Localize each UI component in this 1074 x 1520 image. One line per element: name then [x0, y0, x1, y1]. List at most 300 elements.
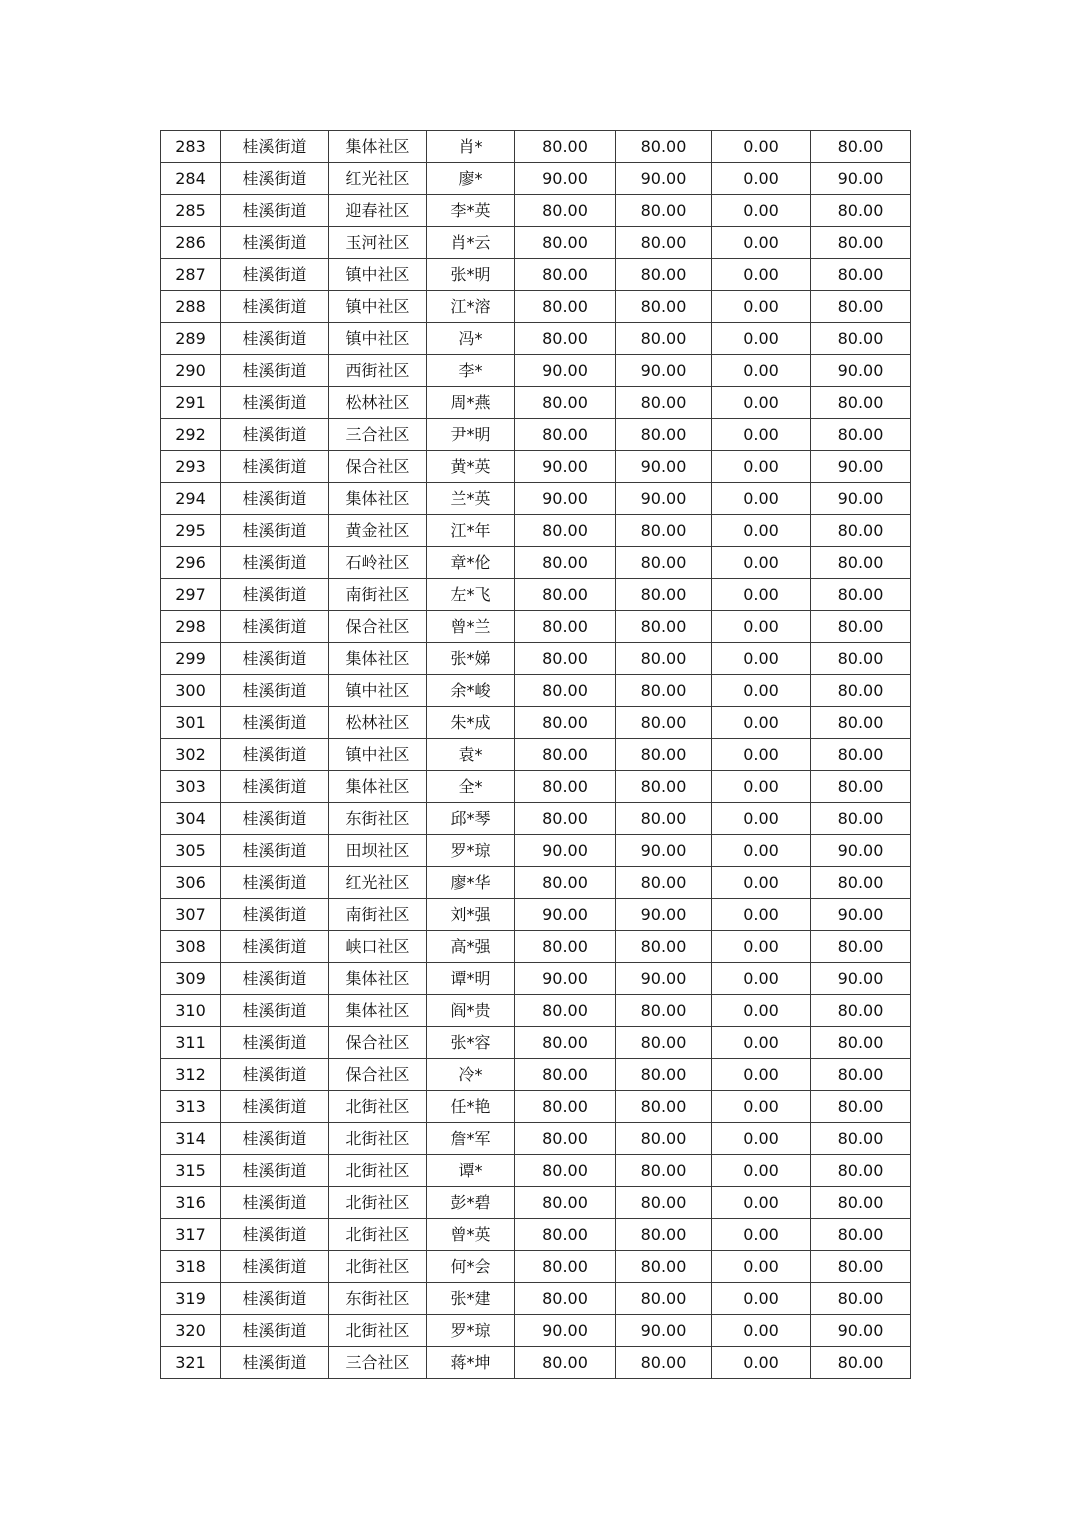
- amount-cell-2: 80.00: [616, 1123, 712, 1155]
- subdistrict-cell: 桂溪街道: [221, 803, 329, 835]
- amount-cell-2: 80.00: [616, 131, 712, 163]
- amount-cell-2: 90.00: [616, 483, 712, 515]
- amount-cell-3: 0.00: [712, 515, 811, 547]
- amount-cell-1: 90.00: [515, 1315, 616, 1347]
- amount-cell-3: 0.00: [712, 867, 811, 899]
- amount-cell-3: 0.00: [712, 1251, 811, 1283]
- community-cell: 石岭社区: [329, 547, 427, 579]
- amount-cell-2: 80.00: [616, 611, 712, 643]
- amount-cell-4: 80.00: [811, 611, 911, 643]
- community-cell: 保合社区: [329, 1027, 427, 1059]
- name-cell: 周*燕: [427, 387, 515, 419]
- amount-cell-2: 80.00: [616, 803, 712, 835]
- amount-cell-3: 0.00: [712, 995, 811, 1027]
- amount-cell-4: 80.00: [811, 195, 911, 227]
- amount-cell-3: 0.00: [712, 1187, 811, 1219]
- amount-cell-1: 80.00: [515, 547, 616, 579]
- amount-cell-3: 0.00: [712, 1219, 811, 1251]
- name-cell: 余*峻: [427, 675, 515, 707]
- community-cell: 集体社区: [329, 483, 427, 515]
- amount-cell-2: 80.00: [616, 1027, 712, 1059]
- subdistrict-cell: 桂溪街道: [221, 1347, 329, 1379]
- community-cell: 松林社区: [329, 707, 427, 739]
- row-number: 309: [161, 963, 221, 995]
- name-cell: 刘*强: [427, 899, 515, 931]
- name-cell: 李*英: [427, 195, 515, 227]
- table-row: [161, 131, 911, 163]
- amount-cell-3: 0.00: [712, 163, 811, 195]
- row-number: 304: [161, 803, 221, 835]
- amount-cell-2: 90.00: [616, 355, 712, 387]
- row-number: 321: [161, 1347, 221, 1379]
- amount-cell-4: 80.00: [811, 227, 911, 259]
- amount-cell-1: 80.00: [515, 131, 616, 163]
- amount-cell-3: 0.00: [712, 419, 811, 451]
- name-cell: 张*建: [427, 1283, 515, 1315]
- amount-cell-3: 0.00: [712, 579, 811, 611]
- subdistrict-cell: 桂溪街道: [221, 227, 329, 259]
- amount-cell-1: 80.00: [515, 387, 616, 419]
- amount-cell-4: 80.00: [811, 1347, 911, 1379]
- community-cell: 北街社区: [329, 1187, 427, 1219]
- subdistrict-cell: 桂溪街道: [221, 323, 329, 355]
- community-cell: 西街社区: [329, 355, 427, 387]
- row-number: 284: [161, 163, 221, 195]
- amount-cell-1: 80.00: [515, 1283, 616, 1315]
- name-cell: 朱*成: [427, 707, 515, 739]
- table-row: [161, 547, 911, 579]
- row-number: 314: [161, 1123, 221, 1155]
- amount-cell-2: 80.00: [616, 387, 712, 419]
- amount-cell-3: 0.00: [712, 1315, 811, 1347]
- subdistrict-cell: 桂溪街道: [221, 931, 329, 963]
- community-cell: 北街社区: [329, 1251, 427, 1283]
- row-number: 297: [161, 579, 221, 611]
- amount-cell-4: 80.00: [811, 323, 911, 355]
- table-row: [161, 323, 911, 355]
- amount-cell-2: 80.00: [616, 579, 712, 611]
- amount-cell-2: 80.00: [616, 771, 712, 803]
- amount-cell-2: 90.00: [616, 963, 712, 995]
- amount-cell-4: 90.00: [811, 963, 911, 995]
- amount-cell-4: 90.00: [811, 899, 911, 931]
- subdistrict-cell: 桂溪街道: [221, 195, 329, 227]
- amount-cell-3: 0.00: [712, 643, 811, 675]
- subdistrict-cell: 桂溪街道: [221, 131, 329, 163]
- table-row: [161, 355, 911, 387]
- table-row: [161, 1187, 911, 1219]
- amount-cell-3: 0.00: [712, 739, 811, 771]
- amount-cell-2: 90.00: [616, 835, 712, 867]
- subdistrict-cell: 桂溪街道: [221, 835, 329, 867]
- amount-cell-2: 80.00: [616, 1251, 712, 1283]
- amount-cell-2: 80.00: [616, 547, 712, 579]
- community-cell: 保合社区: [329, 1059, 427, 1091]
- row-number: 293: [161, 451, 221, 483]
- amount-cell-1: 80.00: [515, 1091, 616, 1123]
- amount-cell-1: 80.00: [515, 195, 616, 227]
- amount-cell-2: 80.00: [616, 931, 712, 963]
- name-cell: 谭*明: [427, 963, 515, 995]
- amount-cell-4: 80.00: [811, 771, 911, 803]
- row-number: 311: [161, 1027, 221, 1059]
- row-number: 288: [161, 291, 221, 323]
- name-cell: 章*伦: [427, 547, 515, 579]
- amount-cell-4: 80.00: [811, 1123, 911, 1155]
- row-number: 296: [161, 547, 221, 579]
- table-row: [161, 1219, 911, 1251]
- community-cell: 镇中社区: [329, 291, 427, 323]
- amount-cell-3: 0.00: [712, 1283, 811, 1315]
- community-cell: 三合社区: [329, 1347, 427, 1379]
- table-row: [161, 259, 911, 291]
- table-row: [161, 963, 911, 995]
- name-cell: 李*: [427, 355, 515, 387]
- name-cell: 廖*华: [427, 867, 515, 899]
- row-number: 313: [161, 1091, 221, 1123]
- table-row: [161, 1059, 911, 1091]
- amount-cell-2: 80.00: [616, 995, 712, 1027]
- amount-cell-3: 0.00: [712, 291, 811, 323]
- table-row: [161, 1283, 911, 1315]
- amount-cell-4: 80.00: [811, 291, 911, 323]
- amount-cell-2: 80.00: [616, 867, 712, 899]
- subdistrict-cell: 桂溪街道: [221, 1155, 329, 1187]
- community-cell: 南街社区: [329, 899, 427, 931]
- subdistrict-cell: 桂溪街道: [221, 643, 329, 675]
- community-cell: 北街社区: [329, 1315, 427, 1347]
- name-cell: 肖*: [427, 131, 515, 163]
- name-cell: 高*强: [427, 931, 515, 963]
- subdistrict-cell: 桂溪街道: [221, 355, 329, 387]
- table-row: [161, 931, 911, 963]
- community-cell: 保合社区: [329, 611, 427, 643]
- amount-cell-1: 80.00: [515, 291, 616, 323]
- community-cell: 峡口社区: [329, 931, 427, 963]
- amount-cell-2: 80.00: [616, 643, 712, 675]
- amount-cell-4: 80.00: [811, 259, 911, 291]
- amount-cell-1: 80.00: [515, 259, 616, 291]
- data-table: [160, 130, 911, 1379]
- amount-cell-2: 80.00: [616, 1347, 712, 1379]
- amount-cell-1: 80.00: [515, 803, 616, 835]
- community-cell: 保合社区: [329, 451, 427, 483]
- name-cell: 尹*明: [427, 419, 515, 451]
- table-row: [161, 771, 911, 803]
- amount-cell-2: 80.00: [616, 1187, 712, 1219]
- subdistrict-cell: 桂溪街道: [221, 163, 329, 195]
- amount-cell-2: 80.00: [616, 739, 712, 771]
- table-row: [161, 1315, 911, 1347]
- community-cell: 迎春社区: [329, 195, 427, 227]
- amount-cell-1: 90.00: [515, 483, 616, 515]
- subdistrict-cell: 桂溪街道: [221, 1315, 329, 1347]
- subdistrict-cell: 桂溪街道: [221, 707, 329, 739]
- name-cell: 何*会: [427, 1251, 515, 1283]
- row-number: 294: [161, 483, 221, 515]
- table-row: [161, 899, 911, 931]
- name-cell: 左*飞: [427, 579, 515, 611]
- amount-cell-2: 80.00: [616, 1091, 712, 1123]
- name-cell: 黄*英: [427, 451, 515, 483]
- table-row: [161, 1251, 911, 1283]
- amount-cell-1: 80.00: [515, 675, 616, 707]
- amount-cell-1: 80.00: [515, 643, 616, 675]
- amount-cell-2: 80.00: [616, 195, 712, 227]
- row-number: 302: [161, 739, 221, 771]
- subdistrict-cell: 桂溪街道: [221, 419, 329, 451]
- row-number: 289: [161, 323, 221, 355]
- table-row: [161, 835, 911, 867]
- amount-cell-3: 0.00: [712, 611, 811, 643]
- community-cell: 镇中社区: [329, 739, 427, 771]
- community-cell: 三合社区: [329, 419, 427, 451]
- subdistrict-cell: 桂溪街道: [221, 1091, 329, 1123]
- subdistrict-cell: 桂溪街道: [221, 1123, 329, 1155]
- subdistrict-cell: 桂溪街道: [221, 675, 329, 707]
- amount-cell-1: 80.00: [515, 707, 616, 739]
- table-row: [161, 387, 911, 419]
- subdistrict-cell: 桂溪街道: [221, 451, 329, 483]
- amount-cell-4: 80.00: [811, 675, 911, 707]
- amount-cell-3: 0.00: [712, 675, 811, 707]
- table-row: [161, 739, 911, 771]
- community-cell: 北街社区: [329, 1091, 427, 1123]
- community-cell: 集体社区: [329, 131, 427, 163]
- amount-cell-1: 90.00: [515, 451, 616, 483]
- amount-cell-1: 80.00: [515, 579, 616, 611]
- table-row: [161, 995, 911, 1027]
- amount-cell-1: 90.00: [515, 899, 616, 931]
- amount-cell-1: 80.00: [515, 1219, 616, 1251]
- name-cell: 詹*军: [427, 1123, 515, 1155]
- amount-cell-1: 80.00: [515, 1187, 616, 1219]
- community-cell: 集体社区: [329, 995, 427, 1027]
- community-cell: 北街社区: [329, 1123, 427, 1155]
- row-number: 283: [161, 131, 221, 163]
- table-row: [161, 643, 911, 675]
- amount-cell-3: 0.00: [712, 1091, 811, 1123]
- name-cell: 邱*琴: [427, 803, 515, 835]
- amount-cell-2: 80.00: [616, 1059, 712, 1091]
- subdistrict-cell: 桂溪街道: [221, 579, 329, 611]
- amount-cell-4: 80.00: [811, 1187, 911, 1219]
- subdistrict-cell: 桂溪街道: [221, 259, 329, 291]
- amount-cell-4: 80.00: [811, 387, 911, 419]
- row-number: 320: [161, 1315, 221, 1347]
- amount-cell-1: 80.00: [515, 867, 616, 899]
- amount-cell-3: 0.00: [712, 323, 811, 355]
- table-row: [161, 1123, 911, 1155]
- amount-cell-4: 80.00: [811, 1155, 911, 1187]
- amount-cell-3: 0.00: [712, 227, 811, 259]
- row-number: 291: [161, 387, 221, 419]
- amount-cell-1: 80.00: [515, 323, 616, 355]
- table-row: [161, 611, 911, 643]
- amount-cell-3: 0.00: [712, 1347, 811, 1379]
- amount-cell-3: 0.00: [712, 1027, 811, 1059]
- row-number: 308: [161, 931, 221, 963]
- name-cell: 阎*贵: [427, 995, 515, 1027]
- subdistrict-cell: 桂溪街道: [221, 899, 329, 931]
- amount-cell-1: 80.00: [515, 1027, 616, 1059]
- row-number: 305: [161, 835, 221, 867]
- community-cell: 红光社区: [329, 163, 427, 195]
- name-cell: 张*容: [427, 1027, 515, 1059]
- row-number: 315: [161, 1155, 221, 1187]
- amount-cell-1: 80.00: [515, 995, 616, 1027]
- amount-cell-1: 80.00: [515, 611, 616, 643]
- amount-cell-3: 0.00: [712, 835, 811, 867]
- subdistrict-cell: 桂溪街道: [221, 1283, 329, 1315]
- amount-cell-4: 80.00: [811, 867, 911, 899]
- name-cell: 彭*碧: [427, 1187, 515, 1219]
- table-row: [161, 483, 911, 515]
- row-number: 287: [161, 259, 221, 291]
- community-cell: 东街社区: [329, 1283, 427, 1315]
- table-row: [161, 451, 911, 483]
- name-cell: 兰*英: [427, 483, 515, 515]
- amount-cell-1: 80.00: [515, 515, 616, 547]
- amount-cell-2: 90.00: [616, 163, 712, 195]
- amount-cell-1: 80.00: [515, 1347, 616, 1379]
- amount-cell-4: 80.00: [811, 1251, 911, 1283]
- amount-cell-1: 80.00: [515, 1155, 616, 1187]
- amount-cell-2: 80.00: [616, 1155, 712, 1187]
- name-cell: 廖*: [427, 163, 515, 195]
- amount-cell-1: 90.00: [515, 835, 616, 867]
- subdistrict-cell: 桂溪街道: [221, 1219, 329, 1251]
- amount-cell-2: 80.00: [616, 227, 712, 259]
- row-number: 286: [161, 227, 221, 259]
- row-number: 290: [161, 355, 221, 387]
- amount-cell-4: 90.00: [811, 355, 911, 387]
- name-cell: 任*艳: [427, 1091, 515, 1123]
- name-cell: 曾*兰: [427, 611, 515, 643]
- name-cell: 曾*英: [427, 1219, 515, 1251]
- amount-cell-3: 0.00: [712, 483, 811, 515]
- row-number: 317: [161, 1219, 221, 1251]
- amount-cell-1: 80.00: [515, 931, 616, 963]
- name-cell: 蒋*坤: [427, 1347, 515, 1379]
- amount-cell-2: 80.00: [616, 1283, 712, 1315]
- name-cell: 罗*琼: [427, 835, 515, 867]
- amount-cell-2: 90.00: [616, 451, 712, 483]
- amount-cell-2: 80.00: [616, 323, 712, 355]
- amount-cell-3: 0.00: [712, 931, 811, 963]
- community-cell: 南街社区: [329, 579, 427, 611]
- row-number: 310: [161, 995, 221, 1027]
- amount-cell-3: 0.00: [712, 1155, 811, 1187]
- amount-cell-3: 0.00: [712, 963, 811, 995]
- document-page: [160, 130, 910, 1379]
- subdistrict-cell: 桂溪街道: [221, 1251, 329, 1283]
- name-cell: 罗*琼: [427, 1315, 515, 1347]
- row-number: 306: [161, 867, 221, 899]
- row-number: 285: [161, 195, 221, 227]
- amount-cell-3: 0.00: [712, 259, 811, 291]
- subdistrict-cell: 桂溪街道: [221, 611, 329, 643]
- community-cell: 北街社区: [329, 1155, 427, 1187]
- amount-cell-4: 90.00: [811, 163, 911, 195]
- row-number: 303: [161, 771, 221, 803]
- subdistrict-cell: 桂溪街道: [221, 291, 329, 323]
- amount-cell-1: 80.00: [515, 771, 616, 803]
- name-cell: 张*明: [427, 259, 515, 291]
- amount-cell-4: 80.00: [811, 931, 911, 963]
- amount-cell-4: 80.00: [811, 739, 911, 771]
- subdistrict-cell: 桂溪街道: [221, 867, 329, 899]
- name-cell: 江*溶: [427, 291, 515, 323]
- amount-cell-4: 80.00: [811, 515, 911, 547]
- table-row: [161, 579, 911, 611]
- table-row: [161, 195, 911, 227]
- subdistrict-cell: 桂溪街道: [221, 515, 329, 547]
- amount-cell-3: 0.00: [712, 195, 811, 227]
- amount-cell-2: 80.00: [616, 259, 712, 291]
- table-row: [161, 291, 911, 323]
- community-cell: 东街社区: [329, 803, 427, 835]
- name-cell: 江*年: [427, 515, 515, 547]
- amount-cell-1: 80.00: [515, 1251, 616, 1283]
- amount-cell-4: 90.00: [811, 451, 911, 483]
- name-cell: 冯*: [427, 323, 515, 355]
- subdistrict-cell: 桂溪街道: [221, 547, 329, 579]
- amount-cell-4: 80.00: [811, 579, 911, 611]
- amount-cell-4: 90.00: [811, 483, 911, 515]
- row-number: 307: [161, 899, 221, 931]
- community-cell: 镇中社区: [329, 675, 427, 707]
- amount-cell-3: 0.00: [712, 771, 811, 803]
- row-number: 295: [161, 515, 221, 547]
- community-cell: 镇中社区: [329, 323, 427, 355]
- amount-cell-4: 90.00: [811, 1315, 911, 1347]
- community-cell: 集体社区: [329, 643, 427, 675]
- amount-cell-2: 80.00: [616, 675, 712, 707]
- subdistrict-cell: 桂溪街道: [221, 387, 329, 419]
- amount-cell-3: 0.00: [712, 131, 811, 163]
- amount-cell-2: 80.00: [616, 291, 712, 323]
- name-cell: 肖*云: [427, 227, 515, 259]
- row-number: 318: [161, 1251, 221, 1283]
- amount-cell-2: 90.00: [616, 1315, 712, 1347]
- community-cell: 集体社区: [329, 963, 427, 995]
- amount-cell-1: 90.00: [515, 963, 616, 995]
- table-row: [161, 419, 911, 451]
- amount-cell-3: 0.00: [712, 387, 811, 419]
- amount-cell-1: 80.00: [515, 419, 616, 451]
- row-number: 316: [161, 1187, 221, 1219]
- amount-cell-4: 80.00: [811, 707, 911, 739]
- amount-cell-1: 80.00: [515, 739, 616, 771]
- amount-cell-4: 90.00: [811, 835, 911, 867]
- subdistrict-cell: 桂溪街道: [221, 963, 329, 995]
- amount-cell-4: 80.00: [811, 547, 911, 579]
- amount-cell-4: 80.00: [811, 803, 911, 835]
- amount-cell-1: 80.00: [515, 1123, 616, 1155]
- amount-cell-4: 80.00: [811, 995, 911, 1027]
- subdistrict-cell: 桂溪街道: [221, 771, 329, 803]
- amount-cell-4: 80.00: [811, 1059, 911, 1091]
- community-cell: 松林社区: [329, 387, 427, 419]
- community-cell: 镇中社区: [329, 259, 427, 291]
- table-row: [161, 707, 911, 739]
- amount-cell-4: 80.00: [811, 1027, 911, 1059]
- amount-cell-2: 80.00: [616, 419, 712, 451]
- row-number: 319: [161, 1283, 221, 1315]
- row-number: 299: [161, 643, 221, 675]
- amount-cell-1: 90.00: [515, 355, 616, 387]
